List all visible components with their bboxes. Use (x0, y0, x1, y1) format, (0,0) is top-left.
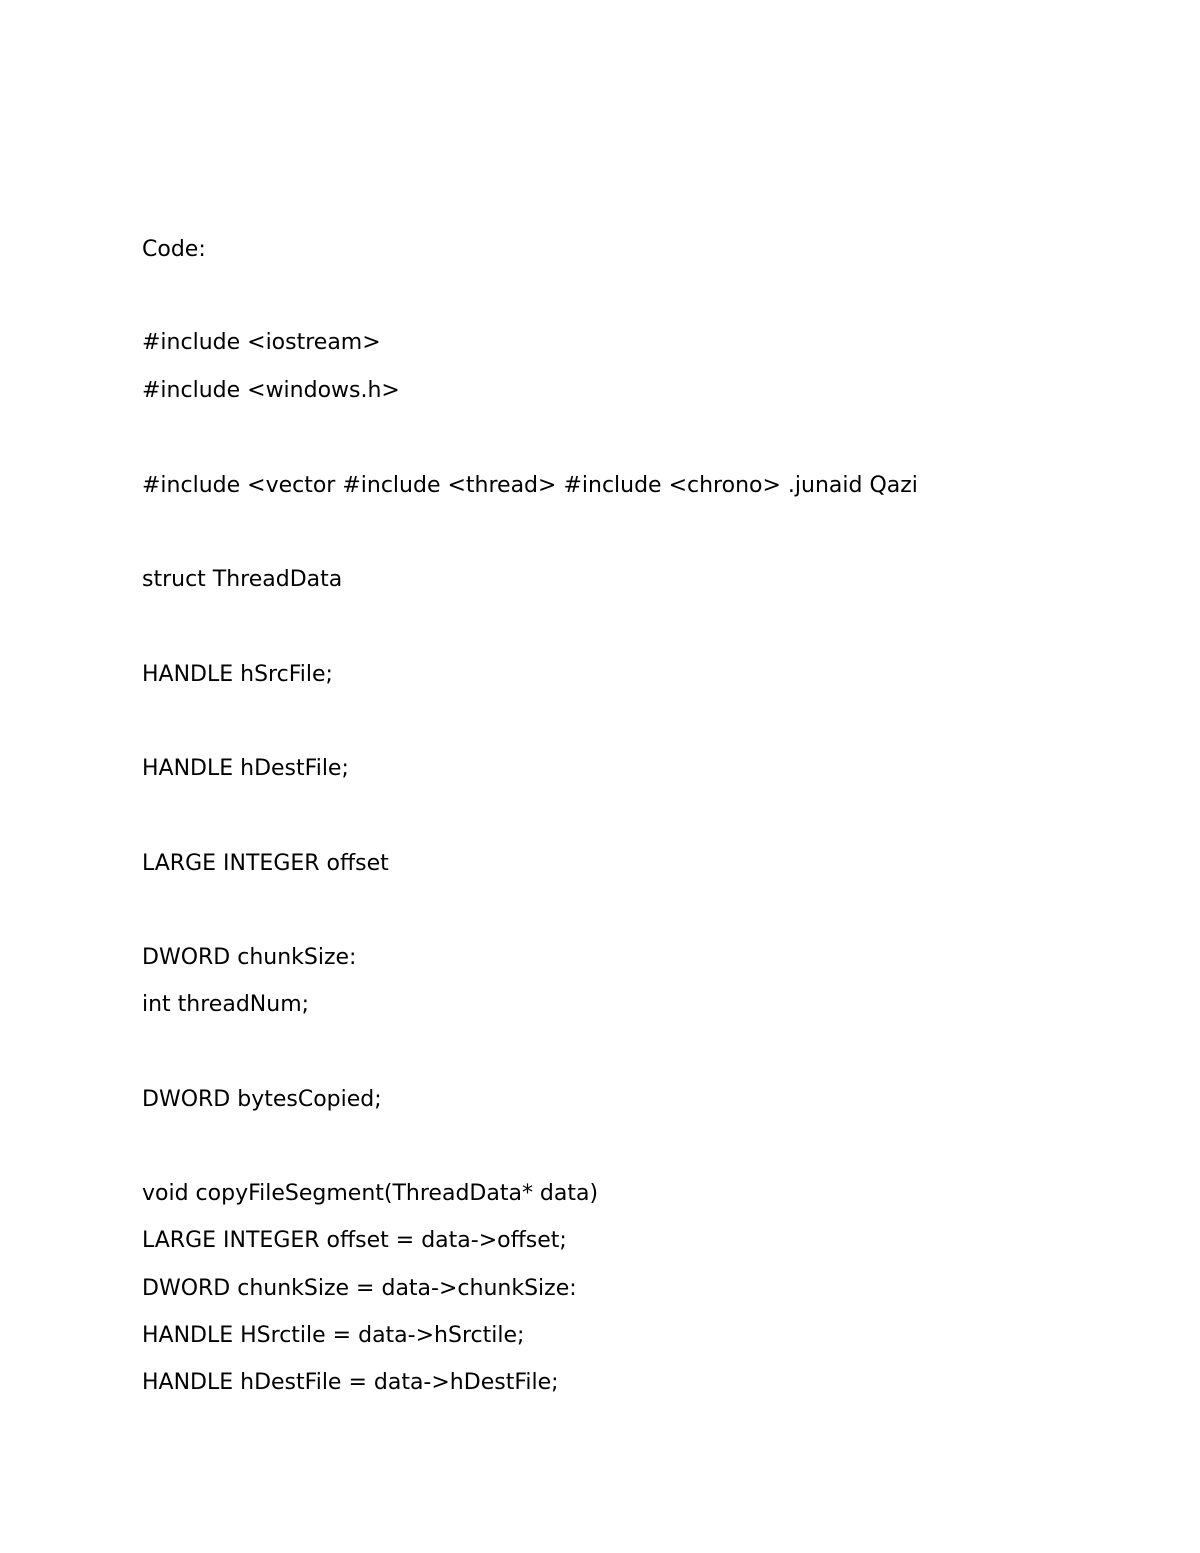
code-line: struct ThreadData (142, 567, 343, 592)
code-line: void copyFileSegment(ThreadData* data) (142, 1181, 599, 1206)
code-line: LARGE INTEGER offset (142, 851, 389, 876)
code-line: DWORD chunkSize: (142, 945, 357, 970)
code-line: HANDLE hDestFile = data->hDestFile; (142, 1370, 559, 1395)
code-line: HANDLE hSrcFile; (142, 662, 333, 687)
code-line: DWORD bytesCopied; (142, 1087, 382, 1112)
code-line: LARGE INTEGER offset = data->offset; (142, 1228, 567, 1253)
code-line: HANDLE hDestFile; (142, 756, 349, 781)
code-line: #include <vector #include <thread> #include <chrono> .junaid Qazi (142, 473, 918, 498)
code-heading: Code: (142, 237, 206, 262)
code-line: HANDLE HSrctile = data->hSrctile; (142, 1323, 525, 1348)
code-line: #include <windows.h> (142, 378, 400, 403)
code-line: #include <iostream> (142, 330, 381, 355)
code-line: DWORD chunkSize = data->chunkSize: (142, 1276, 577, 1301)
code-line: int threadNum; (142, 992, 310, 1017)
